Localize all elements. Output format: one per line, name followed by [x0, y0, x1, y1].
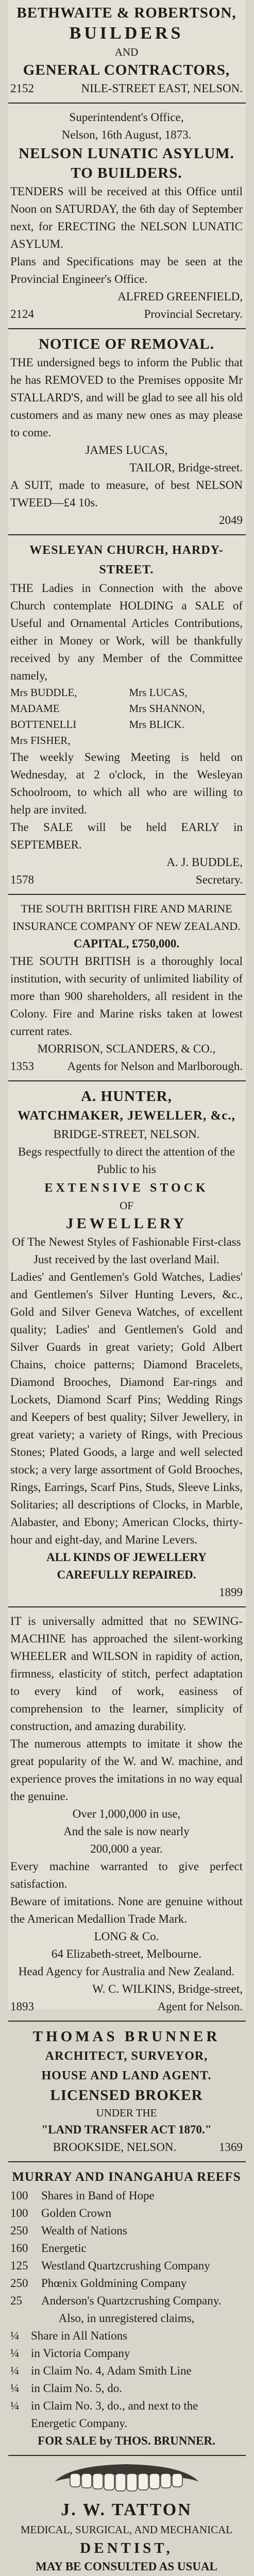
ad-body: The numerous attempts to imitate it show the great popularity of the W. and W. machine, and experience proves the imitations in no way equal the genuine.	[10, 1737, 243, 1803]
ad-text: UNDER THE	[96, 2107, 157, 2119]
share-name: Energetic	[41, 2242, 87, 2255]
claim-fraction: ¼	[10, 2347, 20, 2360]
claim-name: Share in All Nations	[31, 2329, 128, 2342]
ad-heading: MEDICAL, SURGICAL, AND MECHANICAL	[20, 2523, 233, 2536]
ad-footer	[10, 2139, 243, 2156]
ad-heading: TO BUILDERS.	[71, 165, 182, 181]
ad-murray-inangahua-reefs	[8, 2167, 246, 2450]
ad-footer	[10, 306, 243, 323]
ad-signer: W. C. WILKINS, Bridge-street,	[92, 1982, 243, 1995]
ad-title: A. HUNTER,	[81, 1088, 172, 1105]
ad-role: Agent for Nelson.	[157, 2000, 243, 2013]
committee-member: Mrs BUDDLE,	[10, 686, 77, 699]
share-name: Phœnix Goldmining Company	[41, 2277, 187, 2290]
ad-signer: ALFRED GREENFIELD,	[117, 290, 243, 303]
ad-south-british-insurance	[8, 900, 246, 1075]
share-count: 250	[10, 2277, 28, 2290]
ad-title: THOMAS BRUNNER	[32, 2028, 221, 2045]
ad-hunter-jeweller	[8, 1087, 246, 1601]
ad-heading: "LAND TRANSFER ACT 1870."	[41, 2123, 212, 2136]
ad-text: Of The Newest Styles of Fashionable First-class	[12, 1235, 241, 1248]
ad-title: THE SOUTH BRITISH FIRE AND MARINE INSURANCE COMPANY OF NEW ZEALAND.	[12, 902, 241, 933]
share-name: Shares in Band of Hope	[41, 2189, 155, 2202]
separator	[8, 328, 246, 329]
committee-member: MADAME BOTTENELLI	[10, 702, 77, 731]
ad-number: 1353	[10, 1060, 34, 1073]
ad-number: 1369	[219, 2141, 243, 2154]
ad-signer: MORRISON, SCLANDERS, & CO.,	[37, 1042, 216, 1055]
ad-body: The weekly Sewing Meeting is held on Wednesday, at 2 o'clock, in the Wesleyan Schoolroom, to which all who are willing to help are invited.	[10, 751, 243, 816]
ad-body: IT is universally admitted that no SEWING-MACHINE has approached the silent-working WHEELER and WILSON in rapidity of action, firmness, elasticity of stitch, perfect adaptation to every kind of work, easiness of comprehension to the learner, simplicity of construction, and amazing durability.	[10, 1615, 243, 1733]
ad-heading: GENERAL CONTRACTORS,	[23, 62, 230, 78]
ad-address: BROOKSIDE, NELSON.	[53, 2141, 177, 2154]
ad-heading: WATCHMAKER, JEWELLER, &c.,	[18, 1109, 235, 1123]
ad-text: Begs respectfully to direct the attention of the Public to his	[18, 1145, 235, 1176]
ad-title: WESLEYAN CHURCH, HARDY-STREET.	[29, 544, 224, 577]
claim-fraction: ¼	[10, 2329, 20, 2342]
separator	[8, 103, 246, 104]
ad-body: THE SOUTH BRITISH is a thoroughly local institution, with security of unlimited liability of more than 900 shareholders, all resident in the Colony. Fire and Marine risks taken at lowest current rates.	[10, 955, 243, 1038]
committee-member: Mrs SHANNON,	[129, 702, 205, 715]
ad-role: Agents for Nelson and Marlborough.	[67, 1060, 243, 1073]
ad-role: Secretary.	[195, 873, 243, 886]
ad-text: MAY BE CONSULTED AS USUAL	[36, 2560, 217, 2573]
ad-title: BETHWAITE & ROBERTSON,	[16, 5, 236, 21]
claims-list	[10, 2327, 243, 2432]
separator	[8, 894, 246, 895]
ad-text: 200,000 a year.	[90, 1842, 163, 1855]
claim-name: in Victoria Company	[31, 2347, 130, 2360]
committee-member: Mrs BLICK.	[129, 718, 184, 731]
share-name: Westland Quartzcrushing Company	[41, 2259, 210, 2272]
share-name: Wealth of Nations	[41, 2224, 127, 2237]
ad-thomas-brunner	[8, 2027, 246, 2156]
ad-address: BRIDGE-STREET, NELSON.	[53, 1128, 200, 1141]
ad-footer	[10, 1998, 243, 2015]
claim-name: in Claim No. 5, do.	[31, 2382, 122, 2395]
share-name: Anderson's Quartzcrushing Company.	[41, 2294, 222, 2307]
shares-list	[10, 2187, 243, 2310]
newspaper-column	[8, 0, 246, 2573]
ad-body: Plans and Specifications may be seen at the Provincial Engineer's Office.	[10, 255, 243, 285]
ad-number: 2124	[10, 308, 34, 320]
separator	[8, 1080, 246, 1081]
committee-list	[10, 685, 243, 749]
ad-footer	[10, 1058, 243, 1075]
ad-body: A SUIT, made to measure, of best NELSON TWEED—£4 10s.	[10, 479, 243, 509]
share-name: Golden Crown	[41, 2207, 112, 2219]
separator	[8, 2455, 246, 2456]
ad-sewing-machine	[8, 1613, 246, 2015]
claim-fraction: ¼	[10, 2364, 20, 2377]
share-count: 160	[10, 2242, 28, 2255]
ad-tatton-dentist	[8, 2461, 246, 2576]
ad-heading: DENTIST,	[80, 2540, 173, 2556]
claim-name: in Claim No. 4, Adam Smith Line	[31, 2364, 192, 2377]
ad-number: 1893	[10, 2000, 34, 2013]
ad-body: Ladies' and Gentlemen's Gold Watches, Ladies' and Gentlemen's Silver Hunting Levers, &c., Gold and Silver Geneva Watches, of excellent quality; Ladies' and Gentlemen's Gold and Silver Guards in great variety; Gold Albert Chains, choice patterns; Diamond Bracelets, Diamond Brooches, Diamond Ear-rings and Lockets, Diamond Scarf Pins; Wedding Rings and Keepers of best quality; Silver Jewellery, in great variety; a variety of Rings, with Precious Stones; Plated Goods, a large and well selected stock; a very large assortment of Gold Brooches, Rings, Earrings, Scarf Pins, Studs, Sleeve Links, Solitaries; all descriptions of Clocks, in Marble, Alabaster, and Ebony; American Clocks, thirty-hour and eight-day, and Marine Levers.	[10, 1270, 243, 1546]
claim-fraction: ¼	[10, 2382, 20, 2395]
ad-signer: LONG & Co.	[94, 1930, 159, 1943]
share-count: 250	[10, 2224, 28, 2237]
ad-heading: HOUSE AND LAND AGENT.	[41, 2069, 212, 2082]
dentures-illustration	[49, 2461, 204, 2497]
ad-heading: LICENSED BROKER	[50, 2087, 203, 2104]
ad-signer: FOR SALE by THOS. BRUNNER.	[38, 2434, 215, 2447]
ad-heading: ARCHITECT, SURVEYOR,	[45, 2049, 208, 2063]
ad-bethwaite-robertson	[8, 3, 246, 97]
separator	[8, 2161, 246, 2162]
ad-title: NOTICE OF REMOVAL.	[38, 336, 215, 352]
committee-member: Mrs LUCAS,	[129, 686, 188, 699]
ad-role: Provincial Secretary.	[144, 308, 243, 320]
ad-text: Just received by the last overland Mail.	[33, 1253, 219, 1266]
ad-body: TENDERS will be received at this Office until Noon on SATURDAY, the 6th day of September next, for ERECTING the NELSON LUNATIC ASYLUM.	[10, 185, 243, 250]
ad-address: 64 Elizabeth-street, Melbourne.	[51, 1947, 202, 1960]
ad-heading: ALL KINDS OF JEWELLERY CAREFULLY REPAIRED.	[46, 1551, 207, 1581]
ad-number	[10, 2575, 34, 2576]
ad-signer: A. J. BUDDLE,	[166, 856, 243, 869]
ad-heading: JEWELLERY	[65, 1215, 188, 1232]
ad-body: Every machine warranted to give perfect satisfaction.	[10, 1860, 243, 1890]
ad-footer	[10, 80, 243, 97]
ad-body: Beware of imitations. None are genuine without the American Medallion Trade Mark.	[10, 1895, 243, 1925]
committee-left	[10, 685, 124, 749]
ad-footer	[10, 871, 243, 889]
ad-role: TAILOR, Bridge-street.	[129, 461, 243, 474]
ad-heading: EXTENSIVE STOCK	[44, 1181, 209, 1195]
ad-heading: BUILDERS	[69, 24, 184, 43]
ad-text: OF	[120, 1199, 133, 1212]
ad-title: J. W. TATTON	[61, 2500, 192, 2519]
ad-notice-of-removal	[8, 334, 246, 529]
ad-text: Over 1,000,000 in use,	[72, 1807, 181, 1820]
share-count: 25	[10, 2294, 22, 2307]
ad-text: And the sale is now nearly	[63, 1825, 190, 1838]
ad-title: NELSON LUNATIC ASYLUM.	[19, 145, 234, 162]
ad-title: MURRAY AND INANGAHUA REEFS	[12, 2170, 241, 2184]
committee-member: Mrs FISHER,	[10, 734, 71, 747]
share-count: 125	[10, 2259, 28, 2272]
ad-number: 1578	[10, 873, 34, 886]
ad-text: Also, in unregistered claims,	[58, 2312, 195, 2325]
ad-lunatic-asylum	[8, 109, 246, 323]
ad-text: Head Agency for Australia and New Zealand.	[18, 1965, 235, 1978]
share-count: 100	[10, 2207, 28, 2219]
ad-text: Superintendent's Office,	[69, 111, 184, 124]
ad-body: THE Ladies in Connection with the above Church contemplate HOLDING a SALE of Useful and Ornamental Articles Contributions, either in Money or Work, will be thankfully received by any Member of the Committee namely,	[10, 582, 243, 682]
ad-date: Nelson, 16th August, 1873.	[61, 128, 192, 141]
ad-text: AND	[114, 46, 139, 58]
ad-footer	[10, 2575, 243, 2576]
ad-address	[90, 2575, 187, 2576]
separator	[8, 1606, 246, 1607]
ad-heading: CAPITAL, £750,000.	[73, 937, 180, 950]
separator	[8, 2021, 246, 2022]
ad-wesleyan-church	[8, 540, 246, 889]
claim-fraction: ¼	[10, 2399, 20, 2412]
ad-number: 2049	[219, 514, 243, 527]
claim-name: in Claim No. 3, do., and next to the Energetic Company.	[31, 2399, 198, 2430]
ad-signer: JAMES LUCAS,	[85, 444, 168, 456]
ad-number: 2152	[10, 82, 34, 95]
ad-body: The SALE will be held EARLY in SEPTEMBER.	[10, 821, 243, 851]
committee-right	[129, 685, 243, 749]
ad-number: 1899	[219, 1586, 243, 1599]
share-count: 100	[10, 2189, 28, 2202]
ad-address: NILE-STREET EAST, NELSON.	[81, 82, 243, 95]
separator	[8, 534, 246, 535]
ad-body: THE undersigned begs to inform the Public that he has REMOVED to the Premises opposite Mr STALLARD'S, and will be glad to see all his old customers and as many new ones as may please to come.	[10, 356, 243, 439]
